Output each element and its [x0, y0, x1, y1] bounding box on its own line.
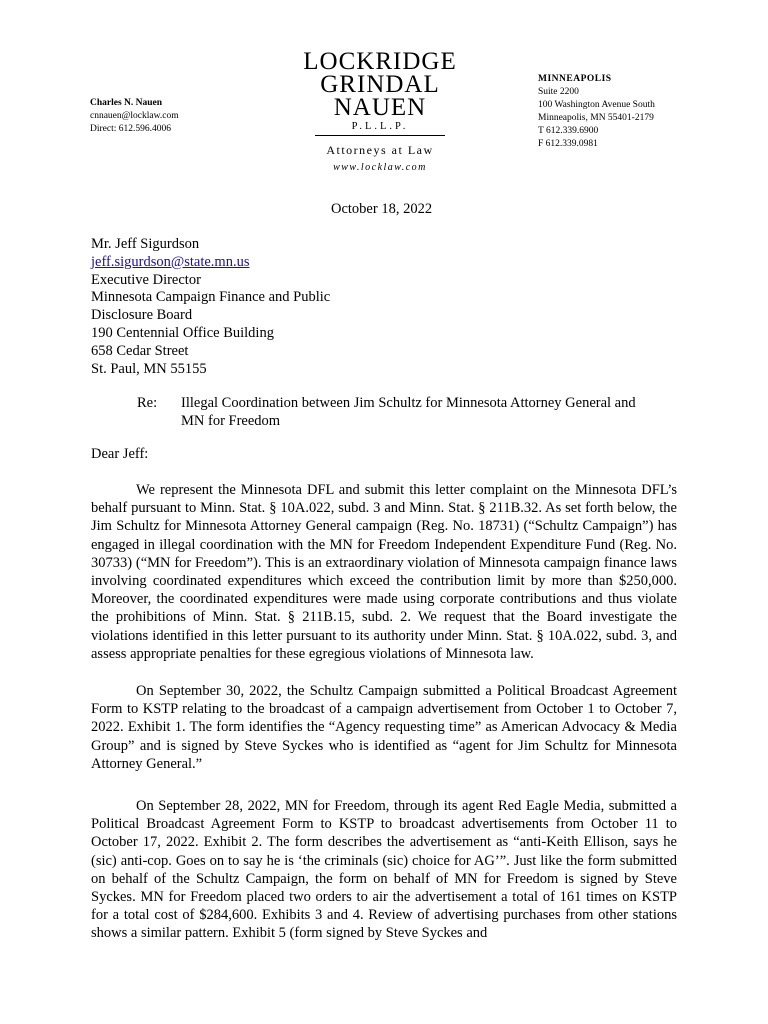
logo-word-1: LOCKRIDGE — [303, 48, 457, 75]
salutation: Dear Jeff: — [91, 446, 149, 462]
sender-phone: Direct: 612.596.4006 — [90, 124, 172, 134]
recipient-street: 658 Cedar Street — [91, 342, 189, 359]
sender-email: cnnauen@locklaw.com — [90, 111, 179, 121]
logo-word-3: NAUEN — [333, 94, 427, 121]
subject-label: Re: — [137, 395, 158, 411]
office-city: MINNEAPOLIS — [538, 74, 612, 84]
logo-word-2: GRINDAL — [320, 71, 440, 98]
logo-tagline: Attorneys at Law — [326, 143, 434, 157]
office-phone: T 612.339.6900 — [538, 126, 599, 136]
logo-website: www.locklaw.com — [333, 162, 427, 173]
body-paragraph-1: We represent the Minnesota DFL and submit this letter complaint on the Minnesota DFL’s behalf pursuant to Minn. Stat. § 10A.022, subd. 3 and Minn. Stat. § 211B.32. As set forth below, the Jim Schultz for Minnesota Attorney General campaign (Reg. No. 18731) (“Schultz Campaign”) has engaged in illegal coordination with the MN for Freedom Independent Expenditure Fund (Reg. No. 30733) (“MN for Freedom”). This is an extraordinary violation of Minnesota campaign finance laws involving coordinated expenditures which exceed the contribution limit by more than $250,000. Moreover, the coordinated expenditures were made using corporate contributions and thus violate the prohibitions of Minn. Stat. § 211B.15, subd. 2. We request that the Board investigate the violations identified in this letter pursuant to its authority under Minn. Stat. § 10A.022, subd. 3, and assess appropriate penalties for these egregious violations of Minnesota law. — [91, 482, 677, 662]
letter-date: October 18, 2022 — [331, 201, 433, 217]
recipient-city: St. Paul, MN 55155 — [91, 360, 207, 377]
recipient-email-link[interactable]: jeff.sigurdson@state.mn.us — [91, 253, 250, 270]
logo-divider — [315, 135, 445, 136]
body-paragraph-2: On September 30, 2022, the Schultz Campaign submitted a Political Broadcast Agreement Form to KSTP relating to the broadcast of a campaign advertisement from October 1 to October 7, 2022. Exhibit 1. The form identifies the “Agency requesting time” as American Advocacy & Media Group” and is signed by Steve Syckes who is identified as “agent for Jim Schultz for Minnesota Attorney General.” — [91, 683, 677, 772]
logo-entity: P.L.L.P. — [351, 121, 409, 132]
office-street: 100 Washington Avenue South — [538, 100, 655, 110]
office-suite: Suite 2200 — [538, 87, 579, 97]
recipient-org-line-2: Disclosure Board — [91, 307, 193, 324]
sender-name: Charles N. Nauen — [90, 98, 163, 108]
subject-text: Illegal Coordination between Jim Schultz for Minnesota Attorney General and MN for Freedom — [181, 395, 636, 429]
recipient-block — [91, 236, 330, 378]
firm-logo — [296, 50, 464, 173]
recipient-name: Mr. Jeff Sigurdson — [91, 236, 200, 252]
recipient-org-line-1: Minnesota Campaign Finance and Public — [91, 289, 331, 306]
office-block — [538, 73, 655, 151]
office-fax: F 612.339.0981 — [538, 139, 598, 149]
office-citystate: Minneapolis, MN 55401-2179 — [538, 113, 654, 123]
body-paragraph-3: On September 28, 2022, MN for Freedom, through its agent Red Eagle Media, submitted a Political Broadcast Agreement Form to KSTP to broadcast advertisements from October 11 to October 17, 2022. Exhibit 2. The form describes the advertisement as “anti-Keith Ellison, says he (sic) anti-cop. Goes on to say he is ‘the criminals (sic) choice for AG’”. Just like the form submitted on behalf of the Schultz Campaign, the form on behalf of MN for Freedom is signed by Steve Syckes. MN for Freedom placed two orders to air the advertisement a total of 161 times on KSTP for a total cost of $284,600. Exhibits 3 and 4. Review of advertising purchases from other stations shows a similar pattern. Exhibit 5 (form signed by Steve Syckes and — [91, 798, 677, 942]
sender-block — [90, 97, 179, 136]
recipient-title: Executive Director — [91, 271, 201, 288]
recipient-building: 190 Centennial Office Building — [91, 324, 274, 341]
